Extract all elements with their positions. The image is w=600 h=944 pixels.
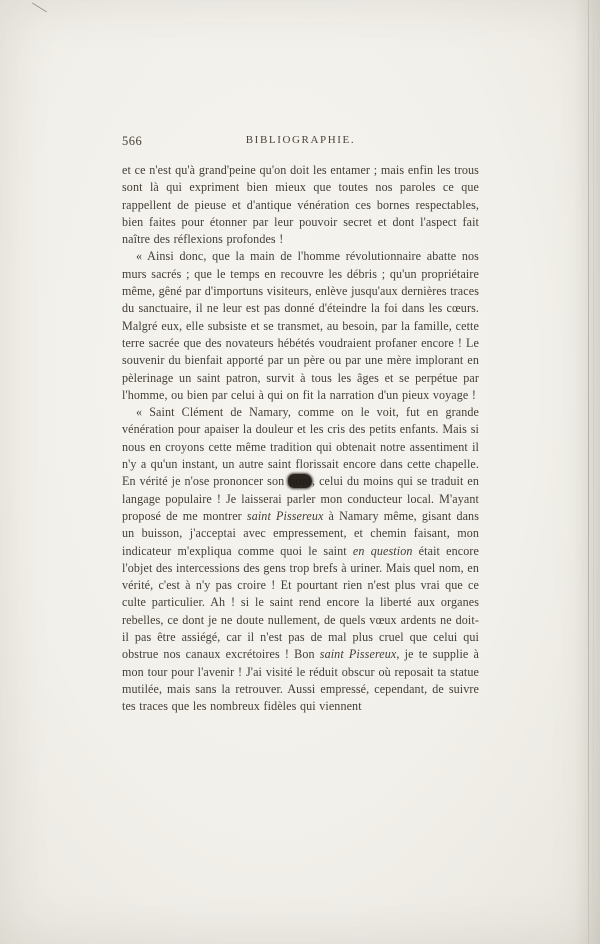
italic-text-segment: saint Pissereux [246, 508, 324, 523]
page-edge-line [588, 0, 589, 944]
page-edge-shadow [574, 0, 600, 944]
scan-corner-mark [32, 3, 47, 13]
text-segment: et ce n'est qu'à grand'peine qu'on doit les entamer ; mais enfin les trous sont là qui expriment bien mieux que toutes nos paroles ce que rappellent de pieuse et d'antique vénération ces bornes respectables, bien faites pour étonner par leur pouvoir secret et dont l'aspect fait naître des réflexions profondes ! [122, 163, 479, 247]
text-segment: était encore l'objet des intercessions des gens trop brefs à uriner. Mais quel nom, en vérité, c'est à n'y pas croire ! Et pourtant rien n'est plus vrai que ce culte particulier. Ah ! si le saint rend encore la liberté aux organes rebelles, ce dont je ne doute nullement, de quels vœux ardents ne doit-il pas être assiégé, car il n'est pas de mal plus cruel que celui qui obstrue nos canaux excrétoires ! Bon [122, 543, 479, 662]
ink-blotted-word: nom [289, 474, 312, 489]
paragraph [122, 162, 479, 248]
paragraph [122, 248, 479, 404]
running-head [122, 134, 479, 154]
text-segment: à Namary même, gisant dans un buisson, j'acceptai avec empressement, et chemin faisant, mon indicateur m'expliqua comme quoi le saint [122, 508, 480, 558]
page-number: 566 [122, 134, 143, 148]
text-segment: « Ainsi donc, que la main de l'homme révolutionnaire abatte nos murs sacrés ; que le temps en recouvre les débris ; qu'un propriétaire même, gêné par d'importuns visiteurs, enlève jusqu'aux dernières traces du sanctuaire, il ne leur est pas donné d'éteindre la foi dans les cœurs. Malgré eux, elle subsiste et se transmet, au besoin, par la famille, cette terre sacrée que des novateurs hébétés voudraient profaner encore ! Le souvenir du bienfait apporté par un père ou par une mère implorant en pèlerinage un saint patron, survit à tous les âges et se perpétue par l'homme, ou bien par celui à qui on fit la narration d'un pieux voyage ! [122, 249, 479, 402]
page-body [122, 134, 479, 716]
italic-text-segment: saint Pissereux [319, 647, 397, 662]
text-segment: , je te supplie à mon tour pour l'avenir ! J'ai visité le réduit obscur où reposait ta statue mutilée, mais sans la retrouver. Aussi empressé, cependant, de suivre tes traces que les nombreux fidèles qui viennent [122, 647, 479, 714]
text-segment: , celui du moins qui se traduit en langage populaire ! Je laisserai parler mon conducteur local. M'ayant proposé de me montrer [122, 474, 479, 523]
italic-text-segment: en question [352, 543, 413, 558]
page-edge-line-secondary [593, 0, 594, 944]
text-segment: « Saint Clément de Namary, comme on le voit, fut en grande vénération pour apaiser la douleur et les cris des petits enfants. Mais si nous en croyons cette même tradition qui obtenait notre assentiment il n'y a qu'un instant, un autre saint florissait encore dans cette chapelle. En vérité je n'ose prononcer son [122, 405, 479, 489]
text-block [122, 162, 479, 716]
section-title: BIBLIOGRAPHIE. [245, 134, 356, 146]
paragraph [122, 404, 479, 715]
